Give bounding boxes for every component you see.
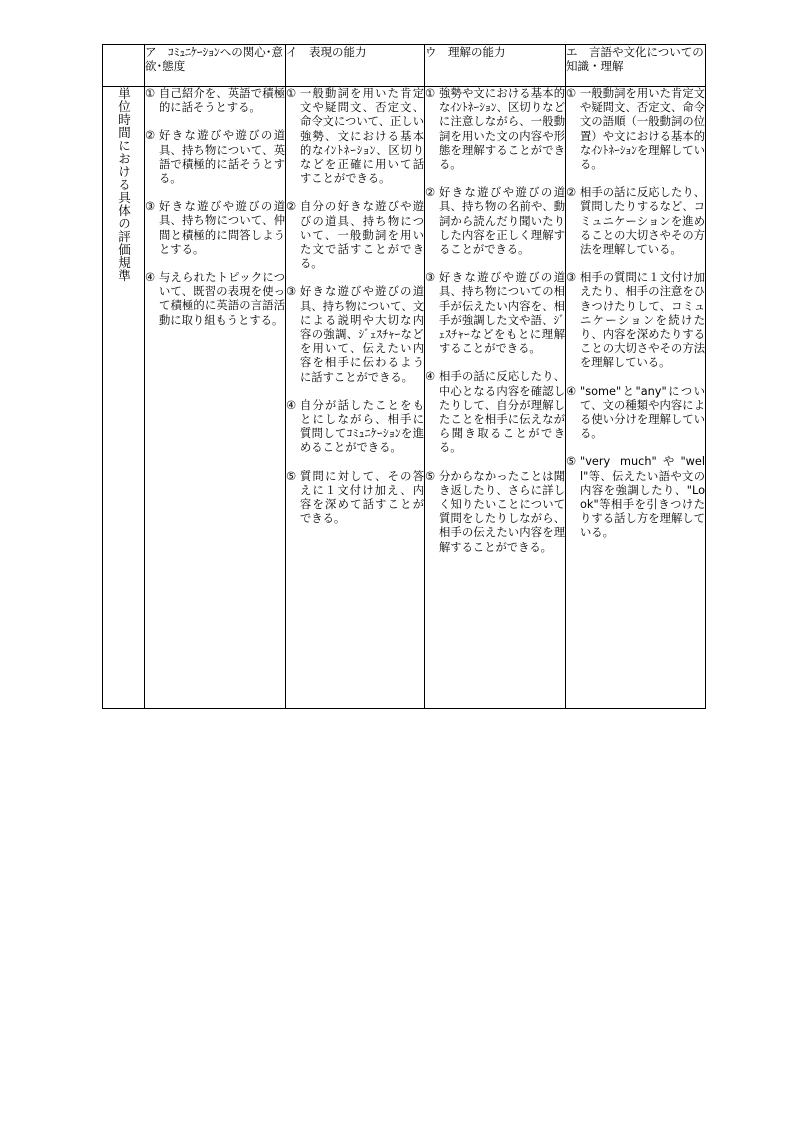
- criteria-item: [145, 87, 285, 115]
- header-expression-ability: イ 表現の能力: [286, 45, 425, 87]
- criteria-item: [286, 399, 424, 456]
- criteria-item: [425, 271, 565, 356]
- criteria-item: [145, 271, 285, 328]
- item-text: 自分の好きな遊びや遊びの道具、持ち物について、一般動詞を用いた文で話すことができる。: [300, 200, 424, 271]
- row-label-cell: [103, 87, 145, 709]
- criteria-item: [286, 87, 424, 186]
- criteria-item: [566, 385, 705, 442]
- row-label: 単位時間における具体の評価規準: [116, 87, 132, 282]
- item-number: ③: [286, 285, 297, 299]
- criteria-item: [286, 470, 424, 527]
- header-corner: [103, 45, 145, 87]
- item-number: ①: [145, 87, 156, 100]
- item-text: 一般動詞を用いた肯定文や疑問文、否定文、命令文について、正しい強勢、文における基本的なｲﾝﾄﾈｰｼｮﾝ、区切りなどを正確に用いて話すことができる。: [300, 87, 424, 186]
- item-text: 一般動詞を用いた肯定文や疑問文、否定文、命令文の語順（一般動詞の位置）や文における基本的なｲﾝﾄﾈｰｼｮﾝを理解している。: [580, 87, 705, 172]
- criteria-item: [566, 271, 705, 370]
- column-comprehension-ability: [425, 87, 566, 709]
- item-number: ①: [566, 87, 577, 100]
- item-text: 好きな遊びや遊びの道具、持ち物について、英語で積極的に話そうとする。: [159, 129, 285, 186]
- item-text: 自分が話したことをもとにしながら、相手に質問してｺﾐｭﾆｹｰｼｮﾝを進めることができる。: [300, 398, 424, 455]
- header-comprehension-ability: ウ 理解の能力: [425, 45, 566, 87]
- criteria-item: [145, 200, 285, 257]
- item-number: ④: [145, 271, 156, 285]
- criteria-item: [286, 200, 424, 271]
- item-text: 強勢や文における基本的なｲﾝﾄﾈｰｼｮﾝ、区切りなどに注意しながら、一般動詞を用いた文の内容や形態を理解することができる。: [439, 87, 565, 172]
- criteria-row: [103, 87, 706, 709]
- criteria-item: [425, 470, 565, 555]
- header-language-culture-knowledge: エ 言語や文化についての知識・理解: [566, 45, 706, 87]
- criteria-item: [425, 87, 565, 172]
- evaluation-criteria-table: [102, 44, 706, 709]
- column-interest-attitude: [145, 87, 286, 709]
- criteria-item: [425, 186, 565, 257]
- item-text: 相手の質問に１文付け加えたり、相手の注意をひきつけたりして、コミュニケーションを続けたり、内容を深めたりすることの大切さやその方法を理解している。: [580, 271, 705, 370]
- item-number: ⑤: [425, 469, 436, 483]
- column-language-culture-knowledge: [566, 87, 706, 709]
- item-number: ①: [286, 87, 297, 100]
- header-row: [103, 45, 706, 87]
- item-number: ④: [425, 370, 436, 384]
- item-text: 分からなかったことは聞き返したり、さらに詳しく知りたいことについて質問をしたりしながら、相手の伝えたい内容を理解することができる。: [439, 469, 565, 554]
- item-text: "very much"や"well"等、伝えたい語や文の内容を強調したり、"Look"等相手を引きつけたりする話し方を理解している。: [580, 455, 705, 540]
- header-interest-attitude: ア ｺﾐｭﾆｹｰｼｮﾝへの関心･意欲･態度: [145, 45, 286, 87]
- item-number: ④: [566, 384, 577, 398]
- criteria-item: [566, 87, 705, 172]
- item-text: 好きな遊びや遊びの道具、持ち物の名前や、動詞から読んだり聞いたりした内容を正しく理解することができる。: [439, 186, 565, 257]
- item-number: ②: [286, 200, 297, 214]
- item-number: ③: [145, 200, 156, 214]
- item-text: 好きな遊びや遊びの道具、持ち物について、仲間と積極的に問答しようとする。: [159, 200, 285, 256]
- item-number: ⑤: [566, 455, 577, 469]
- criteria-item: [566, 186, 705, 257]
- item-text: 相手の話に反応したり、中心となる内容を確認したりして、自分が理解したことを相手に伝えながら聞き取ることができる。: [439, 370, 565, 455]
- item-number: ②: [145, 129, 156, 143]
- item-text: 質問に対して、その答えに１文付け加え、内容を深めて話すことができる。: [300, 469, 424, 526]
- criteria-item: [425, 370, 565, 455]
- criteria-item: [145, 129, 285, 186]
- item-number: ②: [566, 186, 577, 200]
- item-number: ③: [425, 271, 436, 285]
- item-text: "some"と"any"について、文の種類や内容による使い分けを理解している。: [580, 384, 705, 441]
- item-text: 好きな遊びや遊びの道具、持ち物について、文による説明や大切な内容の強調、ｼﾞｪｽﾁｬｰなどを用いて、伝えたい内容を相手に伝わるように話すことができる。: [300, 285, 424, 384]
- criteria-item: [286, 285, 424, 384]
- item-text: 好きな遊びや遊びの道具、持ち物についての相手が伝えたい内容を、相手が強調した文や語、ｼﾞｪｽﾁｬｰなどをもとに理解することができる。: [439, 271, 565, 356]
- item-number: ③: [566, 271, 577, 285]
- item-number: ②: [425, 186, 436, 200]
- item-text: 自己紹介を、英語で積極的に話そうとする。: [159, 87, 285, 115]
- criteria-item: [566, 455, 705, 540]
- item-text: 相手の話に反応したり、質問したりするなど、コミュニケーションを進めることの大切さやその方法を理解している。: [580, 186, 705, 257]
- item-number: ①: [425, 87, 436, 100]
- item-text: 与えられたトピックについて、既習の表現を使って積極的に英語の言語活動に取り組もうとする。: [159, 271, 285, 327]
- column-expression-ability: [286, 87, 425, 709]
- item-number: ④: [286, 398, 297, 412]
- item-number: ⑤: [286, 469, 297, 483]
